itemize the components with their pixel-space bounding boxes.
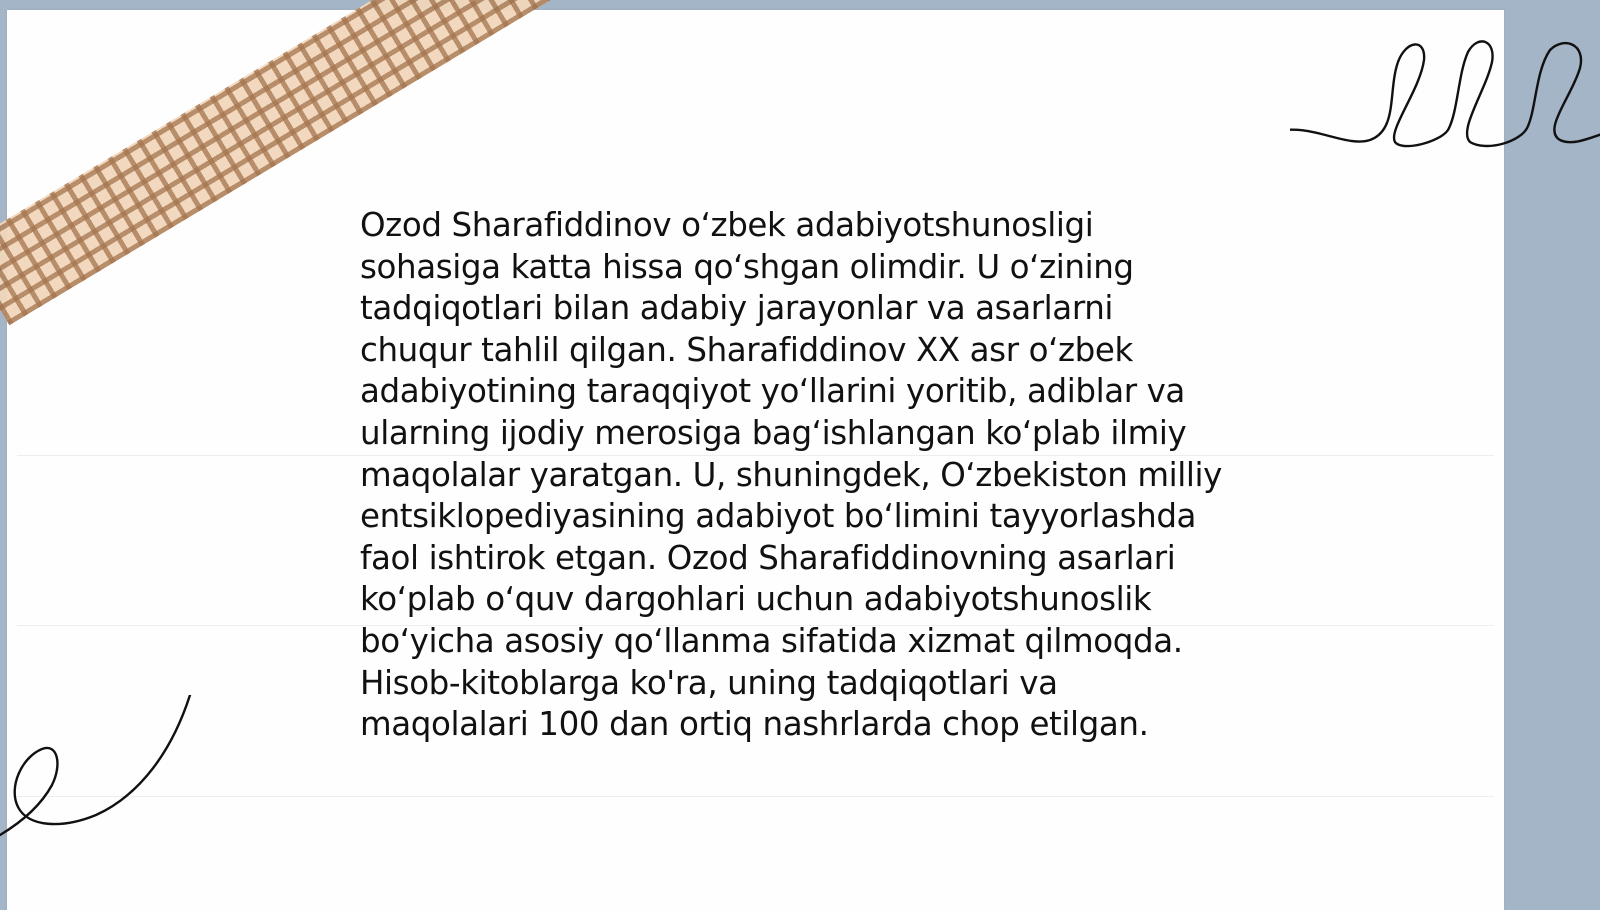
paragraph-line: koʻplab oʻquv dargohlari uchun adabiyotshunoslik [360,580,1152,619]
paragraph-line: ularning ijodiy merosiga bagʻishlangan koʻplab ilmiy [360,413,1187,452]
paragraph-line: faol ishtirok etgan. Ozod Sharafiddinovning asarlari [360,538,1176,577]
paragraph-line: Hisob-kitoblarga ko'ra, uning tadqiqotlari va [360,663,1058,702]
paragraph-line: maqolalar yaratgan. U, shuningdek, Oʻzbekiston milliy [360,455,1222,494]
paragraph-line: boʻyicha asosiy qoʻllanma sifatida xizmat qilmoqda. [360,621,1183,660]
paragraph-line: tadqiqotlari bilan adabiy jarayonlar va asarlarni [360,289,1114,328]
paragraph-line: sohasiga katta hissa qoʻshgan olimdir. U oʻzining [360,247,1134,286]
paragraph-line: chuqur tahlil qilgan. Sharafiddinov XX asr oʻzbek [360,330,1133,369]
curl-squiggle-decoration [0,695,200,855]
paragraph-line: adabiyotining taraqqiyot yoʻllarini yoritib, adiblar va [360,372,1185,411]
loop-squiggle-decoration [1290,30,1600,160]
paragraph-line: Ozod Sharafiddinov oʻzbek adabiyotshunosligi [360,206,1094,244]
paragraph-line: maqolalari 100 dan ortiq nashrlarda chop etilgan. [360,705,1149,744]
paragraph-line: entsiklopediyasining adabiyot boʻlimini tayyorlashda [360,497,1197,536]
body-paragraph [360,205,1260,746]
ruled-line [17,796,1494,797]
